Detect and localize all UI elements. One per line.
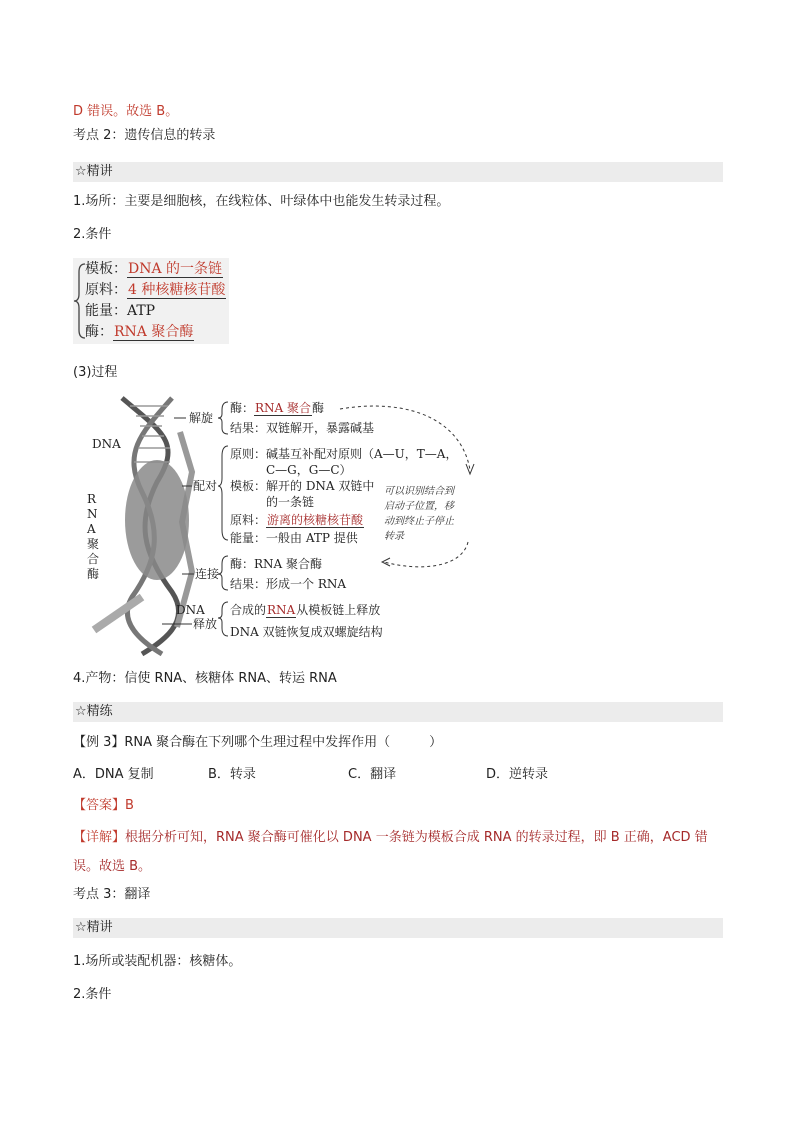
- detail-line-1: [73, 829, 708, 847]
- cond-template-value: DNA 的一条链: [128, 261, 223, 277]
- option-d: D．逆转录: [486, 767, 549, 782]
- example-question: 【例 3】RNA 聚合酶在下列哪个生理过程中发挥作用（ ）: [73, 735, 443, 750]
- detail-text-1: 根据分析可知，RNA 聚合酶可催化以 DNA 一条链为模板合成 RNA 的转录过程，即 B 正确，ACD 错: [125, 830, 708, 845]
- lianjie-result: 结果：形成一个 RNA: [230, 577, 347, 591]
- conditions-box: [73, 258, 229, 344]
- point-process: (3)过程: [73, 365, 118, 380]
- cond-enzyme-value: RNA 聚合酶: [114, 324, 194, 340]
- note-line-1: 可以识别结合到: [384, 486, 454, 497]
- point-products: 4.产物：信使 RNA、核糖体 RNA、转运 RNA: [73, 671, 337, 686]
- label-dna-top: DNA: [92, 437, 121, 451]
- kaodian-2-heading: 考点 2：遗传信息的转录: [73, 128, 216, 143]
- point-conditions: 2.条件: [73, 227, 112, 242]
- shifang-text-c: 从模板链上释放: [296, 603, 381, 617]
- cond-energy: [85, 301, 155, 321]
- cond-energy-label: 能量：: [85, 303, 127, 319]
- point-ribosome: 1.场所或装配机器：核糖体。: [73, 954, 242, 969]
- shifang-line-1: [230, 602, 380, 618]
- section-jingjiang-2: ☆精讲: [73, 918, 723, 938]
- answer: 【答案】B: [73, 798, 134, 813]
- note-line-2: 启动子位置，移: [384, 501, 454, 512]
- peidui-material-label: 原料：: [230, 513, 267, 527]
- cond-template-label: 模板：: [85, 261, 127, 277]
- transcription-diagram: [82, 392, 502, 658]
- peidui-energy: 能量：一般由 ATP 提供: [230, 531, 358, 545]
- note-line-3: 动到终止子停止: [384, 516, 454, 527]
- label-rna-polymerase-vertical: RNA聚合酶: [87, 492, 100, 581]
- detail-label: 【详解】: [73, 830, 126, 845]
- section-jingjiang: ☆精讲: [73, 162, 723, 182]
- cond-material-value: 4 种核糖核苷酸: [128, 282, 226, 298]
- detail-line-2: 误。故选 B。: [73, 859, 152, 874]
- shifang-text-a: 合成的: [230, 603, 267, 617]
- step-shifang: 释放: [193, 617, 218, 631]
- peidui-template-2: 的一条链: [266, 495, 315, 509]
- peidui-rule-1: 原则：碱基互补配对原则（A—U，T—A，: [230, 447, 458, 461]
- peidui-rule-2: C—G，G—C）: [266, 463, 352, 477]
- shifang-rna: RNA: [267, 603, 296, 617]
- jiexuan-enzyme-suffix: 酶: [312, 401, 325, 415]
- cond-template: [85, 259, 223, 279]
- kaodian-3-heading: 考点 3：翻译: [73, 887, 151, 902]
- jiexuan-enzyme-value: RNA 聚合: [255, 401, 312, 415]
- cond-enzyme-label: 酶：: [85, 324, 113, 340]
- cond-energy-value: ATP: [127, 303, 156, 319]
- rna-polymerase-blob: [125, 460, 189, 580]
- peidui-template-1: 模板：解开的 DNA 双链中: [230, 479, 375, 493]
- shifang-line-2: DNA 双链恢复成双螺旋结构: [230, 625, 383, 639]
- conclusion-line: D 错误。故选 B。: [73, 104, 179, 119]
- peidui-material-value: 游离的核糖核苷酸: [267, 513, 364, 527]
- point-location: 1.场所：主要是细胞核，在线粒体、叶绿体中也能发生转录过程。: [73, 194, 450, 209]
- peidui-material: [230, 512, 364, 528]
- lianjie-enzyme: 酶：RNA 聚合酶: [230, 557, 323, 571]
- step-peidui: 配对: [193, 479, 218, 493]
- jiexuan-enzyme-label: 酶：: [230, 401, 255, 415]
- point-conditions-2: 2.条件: [73, 987, 112, 1002]
- option-a: A．DNA 复制: [73, 767, 154, 782]
- jiexuan-enzyme: [230, 400, 324, 416]
- option-b: B．转录: [208, 767, 256, 782]
- note-line-4: 转录: [384, 531, 404, 542]
- cond-material: [85, 280, 226, 300]
- section-jinglian: ☆精练: [73, 702, 723, 722]
- cond-material-label: 原料：: [85, 282, 127, 298]
- cond-enzyme: [85, 322, 194, 342]
- step-lianjie: 连接: [195, 567, 220, 581]
- option-c: C．翻译: [348, 767, 397, 782]
- label-dna-bottom: DNA: [176, 603, 205, 617]
- jiexuan-result: 结果：双链解开，暴露碱基: [230, 421, 375, 435]
- step-jiexuan: 解旋: [189, 411, 214, 425]
